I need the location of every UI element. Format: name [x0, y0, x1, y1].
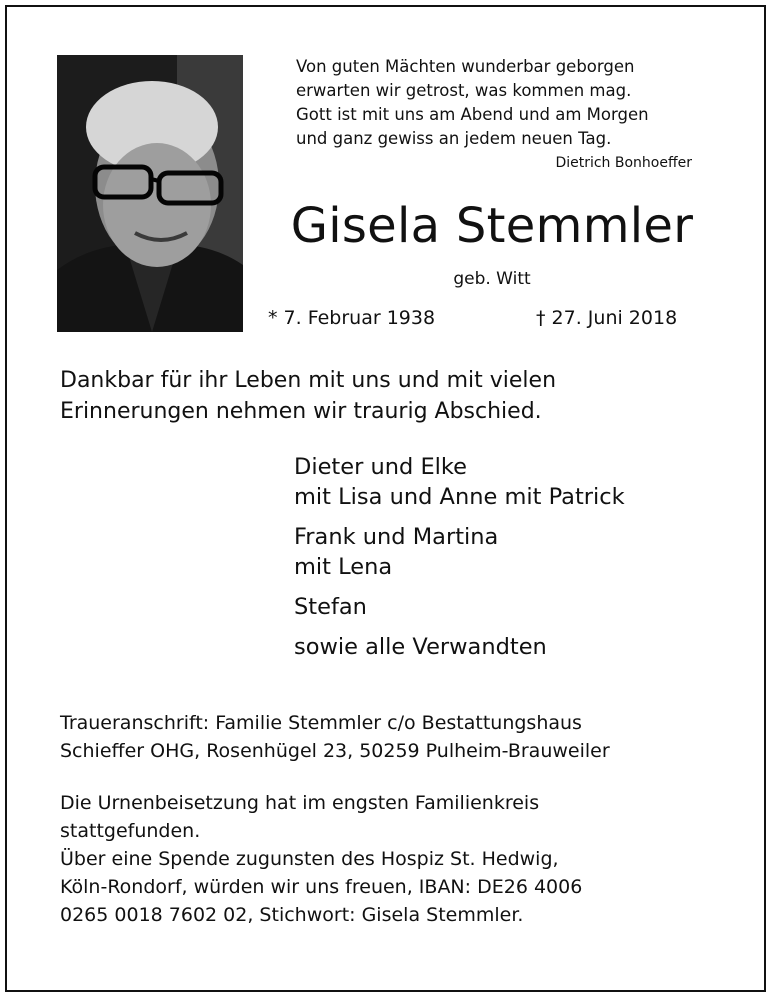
thanks-line: Erinnerungen nehmen wir traurig Abschied. — [60, 399, 542, 424]
mourners-list — [294, 452, 754, 662]
notice-line: Über eine Spende zugunsten des Hospiz St. Hedwig, — [60, 848, 559, 870]
death-date: † 27. Juni 2018 — [536, 307, 678, 329]
notice-line: stattgefunden. — [60, 820, 201, 842]
notice-line: 0265 0018 7602 02, Stichwort: Gisela Stemmler. — [60, 904, 524, 926]
address-line: Schieffer OHG, Rosenhügel 23, 50259 Pulheim-Brauweiler — [60, 740, 610, 762]
mourner-group — [294, 452, 754, 512]
mourner-line: Stefan — [294, 594, 367, 620]
quote-line: und ganz gewiss an jedem neuen Tag. — [296, 129, 612, 148]
notice-line: Die Urnenbeisetzung hat im engsten Familienkreis — [60, 792, 540, 814]
thanks-text — [60, 365, 740, 427]
other-relatives: sowie alle Verwandten — [294, 634, 547, 660]
maiden-name: geb. Witt — [453, 269, 531, 289]
portrait-photo — [57, 55, 243, 332]
bonhoeffer-quote — [296, 55, 726, 173]
mourning-address — [60, 709, 750, 765]
burial-and-donation-notice — [60, 789, 750, 929]
quote-line: Gott ist mit uns am Abend und am Morgen — [296, 105, 649, 124]
address-line: Traueranschrift: Familie Stemmler c/o Bestattungshaus — [60, 712, 582, 734]
quote-author: Dietrich Bonhoeffer — [555, 155, 692, 171]
quote-line: Von guten Mächten wunderbar geborgen — [296, 57, 635, 76]
deceased-name: Gisela Stemmler — [290, 198, 694, 254]
thanks-line: Dankbar für ihr Leben mit uns und mit vielen — [60, 368, 557, 393]
mourner-line: mit Lisa und Anne mit Patrick — [294, 484, 625, 510]
birth-date: * 7. Februar 1938 — [268, 307, 436, 329]
quote-line: erwarten wir getrost, was kommen mag. — [296, 81, 632, 100]
mourner-line: Dieter und Elke — [294, 454, 467, 480]
mourner-line: mit Lena — [294, 554, 393, 580]
mourner-group — [294, 522, 754, 582]
notice-line: Köln-Rondorf, würden wir uns freuen, IBAN: DE26 4006 — [60, 876, 583, 898]
portrait-illustration — [57, 55, 243, 332]
mourner-group — [294, 592, 754, 622]
mourner-line: Frank und Martina — [294, 524, 499, 550]
